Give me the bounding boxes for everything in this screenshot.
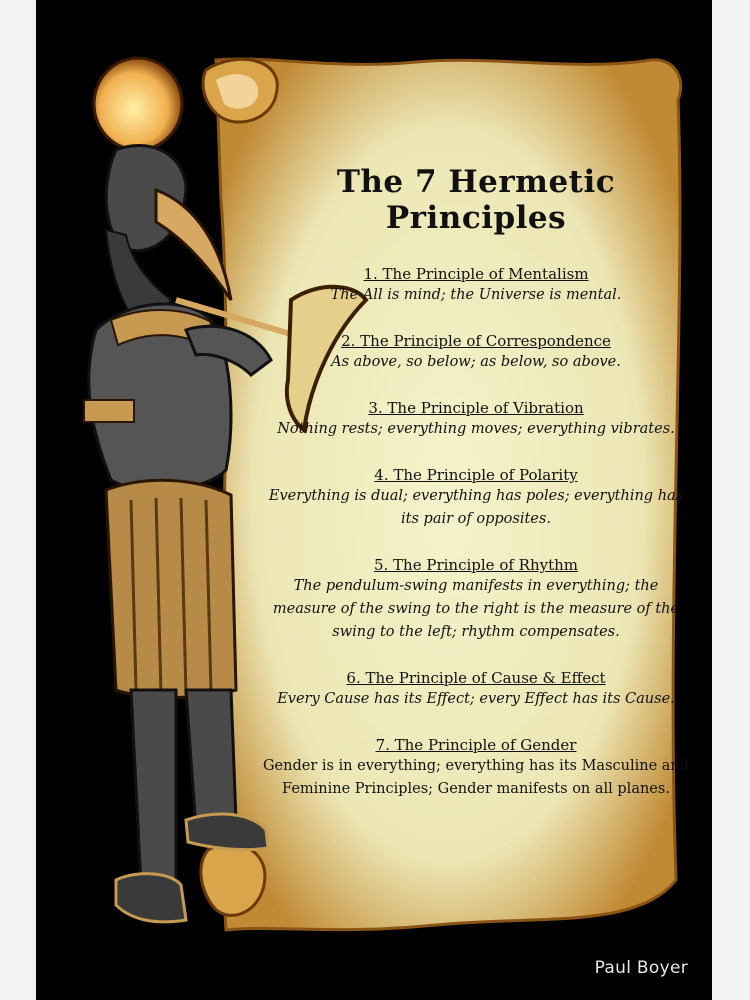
principle-item <box>260 555 692 644</box>
principle-text: Everything is dual; everything has poles; everything has its pair of opposites. <box>268 488 684 527</box>
poster <box>36 0 712 1000</box>
principle-heading: 3. The Principle of Vibration <box>368 399 584 417</box>
principle-text: Nothing rests; everything moves; everything vibrates. <box>277 421 675 437</box>
poster-title: The 7 Hermetic Principles <box>336 164 616 236</box>
principle-text: Gender is in everything; everything has its Masculine and Feminine Principles; Gender manifests on all planes. <box>262 758 690 797</box>
principle-heading: 1. The Principle of Mentalism <box>363 265 589 283</box>
principle-heading: 6. The Principle of Cause & Effect <box>346 669 606 687</box>
principle-item <box>260 331 692 374</box>
principle-heading: 5. The Principle of Rhythm <box>373 556 579 574</box>
principle-item <box>260 465 692 531</box>
principle-item <box>260 735 692 801</box>
principle-item <box>260 668 692 711</box>
principle-text: Every Cause has its Effect; every Effect has its Cause. <box>277 691 675 707</box>
scroll-text <box>260 160 692 825</box>
artist-credit: Paul Boyer <box>594 958 688 978</box>
sun-disk-icon <box>94 58 182 150</box>
principle-text: The pendulum-swing manifests in everything; the measure of the swing to the right is the measure of the swing to the left; rhythm compensates. <box>272 578 680 640</box>
principle-text: The All is mind; the Universe is mental. <box>330 287 622 303</box>
principle-item <box>260 264 692 307</box>
principle-item <box>260 398 692 441</box>
principle-heading: 2. The Principle of Correspondence <box>341 332 611 350</box>
principle-heading: 4. The Principle of Polarity <box>374 466 578 484</box>
principle-heading: 7. The Principle of Gender <box>375 736 577 754</box>
principle-text: As above, so below; as below, so above. <box>331 354 621 370</box>
